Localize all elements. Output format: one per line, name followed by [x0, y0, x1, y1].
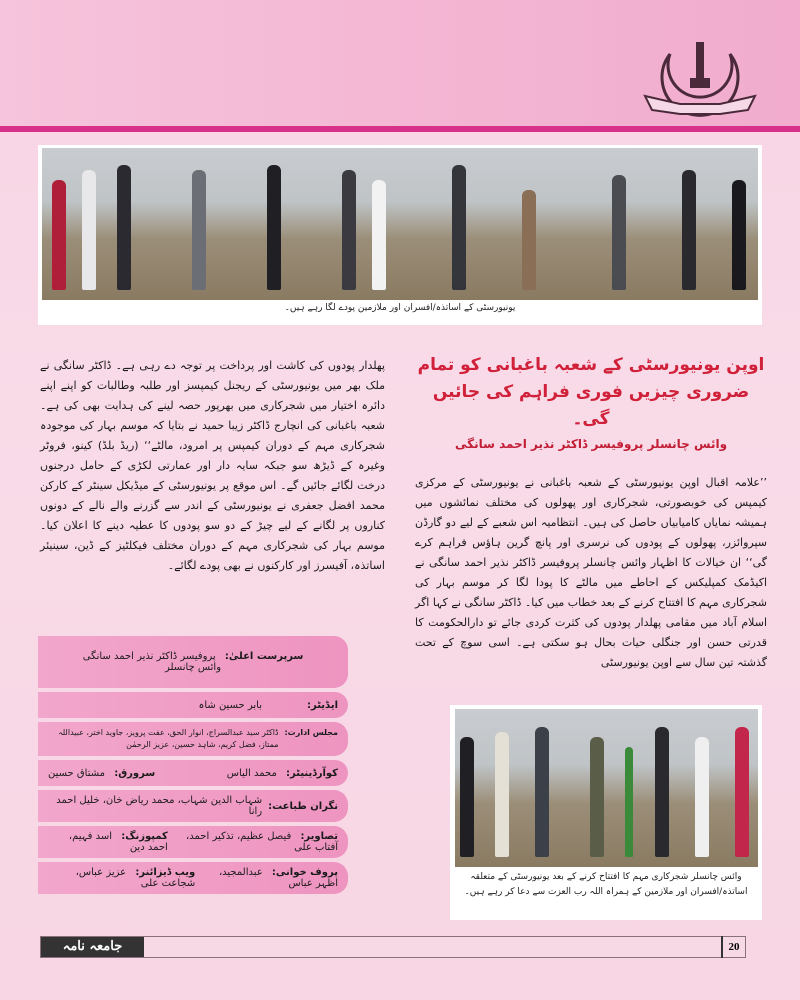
patron-title: وائس چانسلر	[164, 662, 222, 673]
credit-printing	[38, 790, 348, 822]
prayer-photo	[455, 709, 758, 867]
printing-label: نگران طباعت:	[268, 800, 338, 812]
tree-planting-photo	[42, 148, 758, 300]
credit-board	[38, 722, 348, 756]
patron-name: پروفیسر ڈاکٹر نذیر احمد سانگی	[82, 651, 216, 662]
board-label: مجلس ادارت:	[284, 728, 338, 737]
cover-label: سرورق:	[114, 767, 156, 779]
publication-name: جامعہ نامہ	[41, 937, 144, 957]
photos-names: فیصل عظیم، تذکیر احمد، آفتاب علی	[186, 831, 338, 853]
composing-names: اسد فہیم، احمد دین	[68, 831, 168, 853]
web-names: عزیز عباس، شجاعت علی	[75, 867, 196, 889]
top-photo-frame	[38, 145, 762, 325]
top-photo-caption: یونیورسٹی کے اساتذہ/افسران اور ملازمین پودے لگا رہے ہیں۔	[284, 303, 516, 313]
web-label: ویب ڈیزائنر:	[135, 867, 196, 878]
credit-proof	[38, 862, 348, 894]
coordinator-name: محمد الیاس	[226, 767, 277, 779]
header-stripe	[0, 126, 800, 132]
patron-label: سرپرست اعلیٰ:	[224, 651, 304, 662]
article-body-left: پھلدار پودوں کی کاشت اور پرداخت پر توجہ دے رہی ہے۔ ڈاکٹر سانگی نے ملک بھر میں یونیورسٹی کے ریجنل کیمپسز اور طلبہ وطالبات کو اپنے اپنے دائرہ اختیار میں شجرکاری میں بھرپور حصہ لینے کی ہدایت بھی کی ہے۔ شعبہ باغبانی کی انچارج ڈاکٹر زیبا حمید نے بتایا کہ موسم بہار کی موجودہ شجرکاری مہم کے دوران کیمپس پر امرود، مالٹے‘‘ (ریڈ بلڈ) کینو، فروٹر وغیرہ کے ڈیڑھ سو جبکہ سایہ دار اور عمارتی لکڑی کے حامل درجنوں درخت لگائے جائیں گے۔ اس موقع پر یونیورسٹی کے میڈیکل سینٹر کے کارکن محمد افضل جعفری نے یونیورسٹی کے اندر سے گزرنے والے نالے کے دونوں کناروں پر لگانے کے لیے چیڑ کے دو سو پودوں کا عطیہ دینے کا اعلان کیا۔ موسم بہار کی شجرکاری مہم کے دوران مختلف فیکلٹیز کے ڈین، سینیئر اساتذہ، آفیسرز اور کارکنوں نے بھی پودے لگائے۔	[40, 359, 385, 572]
photos-label: تصاویر:	[300, 831, 338, 842]
page-footer	[40, 936, 746, 958]
university-logo	[640, 34, 760, 124]
article-headline: اوپن یونیورسٹی کے شعبہ باغبانی کو تمام ضروری چیزیں فوری فراہم کی جائیں گی۔	[417, 355, 765, 429]
credit-patron	[38, 636, 348, 688]
article-right-column	[415, 352, 767, 673]
credit-coordinator	[38, 760, 348, 786]
proof-names: عبدالمجید، اظہر عباس	[218, 867, 338, 889]
board-names: ڈاکٹر سید عبدالسراج، انوار الحق، عفت پرویز، جاوید اختر، عبیداللہ ممتاز، فضل کریم، شاہد حسین، عزیز الرحمٰن	[58, 728, 279, 749]
article-byline: وائس چانسلر پروفیسر ڈاکٹر نذیر احمد سانگی	[454, 437, 728, 451]
proof-label: پروف خوانی:	[271, 867, 338, 878]
editor-name: بابر حسین شاہ	[198, 699, 262, 711]
editor-label: ایڈیٹر:	[306, 699, 338, 711]
credit-editor	[38, 692, 348, 718]
printing-names: شہاب الدین شہاب، محمد ریاض خان، خلیل احمد رانا	[56, 795, 263, 817]
article-body-right: ’’علامہ اقبال اوپن یونیورسٹی کے شعبہ باغبانی نے یونیورسٹی کے مرکزی کیمپس کی خوبصورتی، شجرکاری اور پھولوں کی مختلف نمائشوں میں ہمیشہ نمایاں کامیابیاں حاصل کی ہیں۔ انتظامیہ اس شعبے کے لیے دو گارڈن سپروائزر، پھولوں کے پودوں کی نرسری اور پانچ گرین ہاؤس فراہم کرے گی‘‘ ان خیالات کا اظہار وائس چانسلر پروفیسر ڈاکٹر نذیر احمد سانگی نے اکیڈمک کمپلیکس کے احاطے میں مالٹے کا پودا لگا کر موسم بہار کی شجرکاری مہم کا افتتاح کرنے کے بعد خطاب میں کیا۔ ڈاکٹر سانگی نے کہا اگر اسلام آباد میں مقامی پھلدار پودوں کی کثرت کردی جائے تو دارالحکومت کا قدرتی حسن اور جنگلی حیات بحال ہو سکتی ہے۔ اسی سوچ کے تحت گذشتہ تین سال سے اوپن یونیورسٹی	[415, 476, 767, 669]
page-number: 20	[721, 936, 745, 958]
cover-name: مشتاق حسین	[48, 767, 106, 779]
credit-photos	[38, 826, 348, 858]
coordinator-label: کوآرڈینیٹر:	[286, 767, 338, 779]
editorial-credits	[38, 636, 348, 898]
bottom-photo-caption: وائس چانسلر شجرکاری مہم کا افتتاح کرنے کے بعد یونیورسٹی کے متعلقہ اساتذہ/افسران اور ملازمین کے ہمراہ اللہ رب العزت سے دعا کر رہے ہیں۔	[464, 872, 748, 897]
bottom-photo-frame	[450, 705, 762, 920]
composing-label: کمپوزنگ:	[121, 831, 168, 842]
